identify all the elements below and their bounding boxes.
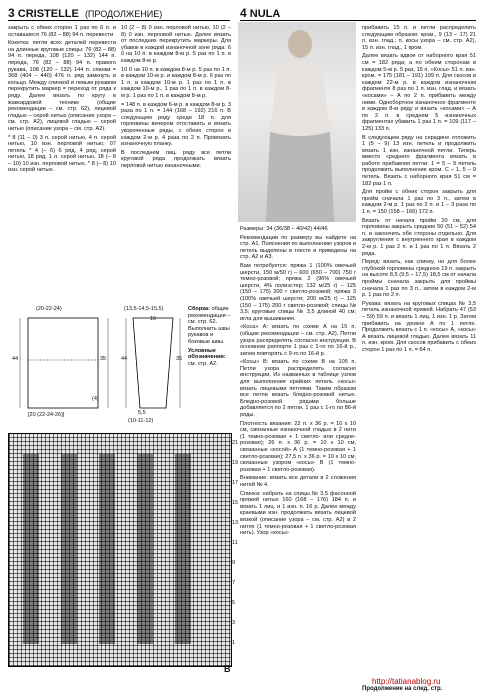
paragraph: Вязать от начала пройм 20 см, для горловины закрыть средние 50 (51 – 52) 54 п. и закончить обе стороны отдельно. Для закругления с внутреннего края в каждом 2-м р. 1 раз 2 п. и 1 раз по 1 п. Вязать 2 ряда.: [362, 217, 476, 257]
assembly-title: Сборка:: [188, 306, 211, 312]
right-page-header: [240, 6, 280, 20]
sleeve-height-label: 44: [121, 356, 128, 362]
legend-title: Условные обозначения:: [188, 347, 226, 361]
paragraph: Далее вязать вдвое от наборного края 51 см = 182 ряда; а по обеим сторонам в каждом 5-м р. 5 раз, 15 п. «Косы» 51 п. изн. кром. = 175 (181 – 191) 199 п. Для скосов в каждом 22-м р. в каждом изнаночном фрагменте 8 раз по 1 п. изн. глад. и вязать «косами» – А по 2 п. прибавить между ними. Однобортное изнаночное фрагменте в каждом 8-м ряду и вязать «косами» – А по 2 п. в среднем 5 изнаночных фрагментах убавить 1 раз 1 п. = 109 (117 – 125) 133 п.: [362, 53, 476, 132]
chart-row-number: 15: [232, 500, 239, 506]
chart-row-number: 7: [232, 580, 236, 586]
paragraph: Вам потребуется: пряжа 1 (100% овечьей шерсти, 150 м/50 г) – 600 (650 – 700) 750 г темно-розовой; пряжа 2 (96% овечьей шерсти, 4% полиэстер; 132 м/25 г) – 125 (150 – 175) 200 г светло-розовой; пряжа 3 (100% овечьей шерсти; 200 м/25 г) – 125 (150 – 175) 200 г светло-розовой; спицы № 3,5; круговые спицы № 3,5 длиной 40 см; игла для вышивания.: [240, 262, 356, 322]
paragraph: Перед: вязать, как спинку, но для более глубокой горловины среднюю 19 п. закрыть на высоте 8,5 (9,5 – 17,5) 18,5 см от начала проймы сначала закрыть для проймы сначала 1 раз по 3 п., затем в каждом 2-м р. 1 раз по 2 п.: [362, 259, 476, 299]
paragraph: Рукава: вязать на круговых спицах № 3,5 петель изнаночной пряжей. Набрать 47 (53 – 59) 59 п. и вязать 1 лиц. 1 изн. 1 р. Затем прибавить на уровне А по 1 петле. Продолжить вязать с 1 п. «косы» А, «косы» А вязать лицевой гладью. Далее вязать 11 п. изн. кром. Для скосов прибавить с обеих сторон 1 раз по 1 п. = 64 п.: [362, 300, 476, 353]
chart-row-number: 5: [232, 600, 236, 606]
left-page-header: [8, 6, 162, 20]
paragraph: «Косы» В: вязать по схеме В на 105 п. Петли узора распределять согласно инструкции. Из названных в таблице узлов для выполнения крайних петель «косы» вязать лицевыми петлями. Таким образом все петли вязать бледно-розовой нитью. Бледно-розовой рядами больше добавляется по 2 петли. 1 раз с 1-го по 86-й ряды.: [240, 359, 356, 419]
diagram-height-label-2: 35: [100, 356, 107, 362]
knitting-chart: [8, 433, 232, 667]
left-pattern-title: CRISTELLE: [17, 8, 79, 20]
right-header-rule: [240, 20, 476, 21]
model-silhouette: [238, 22, 356, 222]
chart-row-number: 11: [232, 540, 238, 546]
cable-band: [61, 454, 77, 644]
sleeve-bottom-label: (10-11-12): [128, 418, 154, 424]
paragraph: Кокетка: петли всех деталей перевести на длинные круговые спицы: 76 (82 – 88) 94 п. переда, 108 (120 – 132) 144 п. переда, 76 (82 – 88) 94 п. правого рукава, 108 (120 – 132) 144 п. спинки = 368 (404 – 440) 476 п. ряд замкнуть в кольцо. Между спинкой и левым рукавом перекрутить маркер = переход от ряда к ряду. Далее вязать по кругу в жаккардовой технике (общие рекомендации – см. стр. 62), лицевой гладью – серой нитью (описание узора – см. стр. А2), лицевой гладью – серой нитью (описание узора – см. стр. А2).: [8, 40, 116, 132]
left-pattern-number: 3: [8, 6, 15, 20]
sleeve-top-label: (13,5-14,5-15,5): [124, 306, 164, 312]
paragraph: Плотность вязания: 22 п. х 36 р. = 10 х 10 см, связанные изнаночной гладью в 2 нити (1 темно-розовая + 1 светло- или средне-розовая); 26 п. х 36 р. = 10 х 10 см, связанные «косой» А (1 темно-розовая + 1 светло-розовая); 27,5 п. х 36 р. = 10 х 10 см, связанные узором «косы» В (1 темно-розовая + 1 светло-розовая).: [240, 420, 356, 473]
right-pattern-number: 4: [240, 6, 247, 20]
paragraph: 10 0 на 10 п. в каждом 8-м р. 5 раз по 1 п. в каждом 10-м р. и каждом 8-м р. 6 раз по 1 п. в каждом 10-м р. 1 раз по 1 п. в каждом 10-м р., 1 раз по 1 п. в каждом 8-м р. 1 раз по 1 п. в каждом 8-м р.: [121, 66, 231, 99]
paragraph: В следующем ряду на середине отложить 1 (5 – 9) 13 изн. петель и продолжить вязать 1 изн. изнаночной петли. Теперь вместо среднего фрагмента вязать в работе прибавляя петли: 1 = 5 – 9 петель продолжить выполнение кром. С – 1, 5 – 9 петель. Вязать с наборного края 51 см = 182 раз 1 п.: [362, 134, 476, 187]
right-pattern-title: NULA: [249, 8, 281, 20]
chart-row-number: 17: [232, 480, 239, 486]
diagram-width-label: (20-22-24): [36, 306, 62, 312]
right-text-column-1: [240, 226, 356, 681]
cable-band: [23, 454, 39, 644]
cable-band: [137, 454, 153, 644]
paragraph: «Коса» А: вязать по схеме А на 15 п. (общие рекомендации – см. стр. А2). Петли узора распределять согласно инструкции. В основном раппорте 1 раз с 1-го по 16-й р., затем повторять с 9-го по 16-й р.: [240, 324, 356, 357]
assembly-note: [188, 306, 232, 416]
left-text-column-1: [8, 25, 116, 295]
right-text-column-2: [362, 25, 476, 675]
paragraph: В последнем лиц. ряду все петли круговой ряда продолжать вязать перловой нитью изнаночными.: [121, 149, 231, 169]
paragraph: 10 (2 – 8) 0 изн. перловой нитью, 10 (2 – 8) 0 изн. перловой нитью. Далее вязать от последних перекрутить маркеры. Для убавок в каждой изнаночной зоне ряда: 6 0 на 10 п. в каждом 8-м р. 5 раз по 1 п. в каждом 8-м р.: [121, 25, 231, 64]
model-photo: [238, 22, 356, 222]
assembly-text: общие рекомендации – см. стр. 62. Выполнить швы рукавов и боковые швы.: [188, 306, 231, 345]
chart-row-number: 13: [232, 520, 239, 526]
source-url-watermark: http://tatianablog.ru: [372, 677, 441, 686]
chart-label: B: [224, 664, 231, 674]
paragraph: Спинка: набрать на спицы № 3,5 фасонной пряжей нитью 160 (168 – 176) 184 п. и вязать 1 лиц. и 1 изн. п. 16 р. Далее между краевыми изн. продолжить вязать лицевой вязкой (описание узора – см. стр. А2) в 2 нитях (1 темно-розовая + 1 светло-розовая нить). Узор «косы»: [240, 490, 356, 537]
sleeve-top2-label: 16: [150, 316, 157, 322]
left-pattern-subtitle: (ПРОДОЛЖЕНИЕ): [84, 9, 163, 19]
paragraph: прибавить 15 п. и петли распределить следующим образом: кром., 9 (13 – 17) 21 п. изн. глад., п. косы узора – см. стр. А2), 15 п. изн. глад., 1 кром.: [362, 25, 476, 51]
chart-row-number: 3: [232, 620, 236, 626]
paragraph: Размеры: 34 (36/38 – 40/42) 44/46: [240, 226, 328, 232]
paragraph: закрыть с обеих сторон 1 раз по 6 п. и оставшиеся 76 (82 – 88) 94 п. перевести: [8, 25, 116, 38]
diagram-small-label: (4): [92, 396, 99, 402]
body-schematic-diagram: [8, 300, 126, 425]
chart-row-number: 1: [232, 640, 236, 646]
chart-row-number: 9: [232, 560, 236, 566]
cable-band: [175, 454, 191, 644]
sleeve-b2-label: 5,5: [138, 410, 146, 416]
chart-row-number: 19: [232, 460, 239, 466]
chart-row-number: 21: [232, 440, 239, 446]
cable-band: [99, 454, 115, 644]
paragraph: * 8 (11 – 0) 3 п. серой нитью, 4 п. серой нитью, 10 изн. перловой нитью, 07 петель * 4 (– 6) 6 ряд, 4 ряд, серой нитью, 18 ряд, 1 л. серой нитью, 18 (– 8 – 10) 10 изн. перловой нитью, * 8 (– 8) 10 изн. серой нитью.: [8, 134, 116, 174]
sleeve-height-label-2: 35: [176, 356, 183, 362]
paragraph: Для пройм с обеих сторон закрыть для пройм сначала 1 раз по 3 п., затем в каждом 2-м р. 1 раз по 2 п. и 1 – 3 раза по 1 п. = 150 (158 – 166) 172 п.: [362, 189, 476, 216]
paragraph: Внимание: вязать все детали в 2 сложения нитей № 4.: [240, 475, 356, 488]
continued-note: Продолжение на след. стр.: [362, 686, 443, 692]
legend-text: см. стр. А2.: [188, 360, 218, 367]
diagram-bottom-label: [20 (22-24-26)]: [28, 412, 65, 418]
left-header-rule: [8, 20, 230, 21]
left-text-column-2: [121, 25, 231, 295]
paragraph: = 148 п. в каждом 6-м р. в каждом 8-м р. 3 раза по 1 п. = 144 (168 – 192) 216 п. В следующем ряду среди 18 п. для горловины вечером отоставить и вязать укороченные ряды, с обеих сторон в каждом 2-м р. 4 раза по 2 п. Провязать изнаночную планку.: [121, 101, 231, 148]
paragraph: Рекомендации по размеру вы найдете на стр. А1. Пояснения по выполнению узоров и петель выделены в тексте и приведены на стр. А2 и А3.: [240, 234, 356, 261]
diagram-height-label: 44: [12, 356, 19, 362]
